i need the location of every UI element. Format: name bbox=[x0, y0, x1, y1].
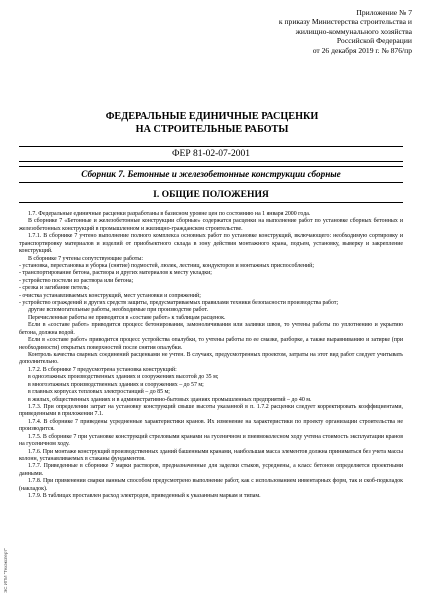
appendix-ministry-line: жилищно-коммунального хозяйства bbox=[295, 26, 412, 36]
paragraph: 1.7.1. В сборнике 7 учтено выполнение полного комплекса основных работ по установке конструкций, включающего: необходимую сортировку и транспортировку материалов и изделий от приобъектного склада в зону действия монтажного крана, подъем, установку, выверку и закрепление конструкций. bbox=[19, 233, 403, 255]
paragraph: 1.7.3. При определении затрат на установку конструкций свыше высоты указанной в п. 1.7.2 расценки следует корректировать коэффициентами, приведенными в приложении 7.1. bbox=[19, 403, 403, 418]
paragraph: Перечисленные работы не приводятся в «составе работ» к таблицам расценок. bbox=[28, 314, 226, 321]
paragraph: 1.7.7. Приведенные в сборнике 7 марки растворов, предназначенные для заделки стыков, усреднены, а класс бетонов определяется проектными данными. bbox=[19, 463, 403, 477]
appendix-order-line: к приказу Министерства строительства и bbox=[278, 17, 412, 27]
list-item: - транспортирование бетона, раствора и других материалов к месту укладки; bbox=[19, 270, 212, 277]
list-item: - очистка устанавливаемых конструкций, мест установки и сопряжений; bbox=[19, 292, 201, 299]
paragraph: Если в «составе работ» приводится процесс бетонирования, замоноличивания или заливки швов, то учтены работы по уплотнению и укрытию бетона, должна водой. bbox=[19, 322, 403, 336]
paragraph: 1.7.8. При применении сварки ванным способом предусмотрено выполнение работ, как с использованием инвентарных форм, так и скоб-подкладок (накладок). bbox=[19, 478, 403, 492]
paragraph: 1.7.2. В сборнике 7 предусмотрена установка конструкций: bbox=[28, 366, 177, 373]
paragraph: Если в «составе работ» приводится процесс устройства опалубки, то учтены работы по ее смазке, разборке, а также выравниванию и затирке (при необходимости) открытых поверхностей после снятия опалубки. bbox=[19, 337, 403, 351]
paragraph: 1.7.5. В сборнике 7 при установке конструкций стреловыми кранами на гусеничном и пневмоколесном ходу учтена стоимость эксплуатации кранов на гусеничном ходу. bbox=[19, 433, 403, 448]
list-item: в главных корпусах тепловых электростанций – до 85 м; bbox=[28, 389, 170, 396]
list-item: - устройство постели из раствора или бетона; bbox=[19, 277, 134, 284]
paragraph: 1.7.9. В таблицах проставлен расход электродов, приведенный к указанным маркам и типам. bbox=[28, 493, 261, 500]
list-item: в жилых, общественных зданиях и в административно-бытовых зданиях промышленных предприятий – до 40 м. bbox=[28, 396, 312, 403]
appendix-number: Приложение № 7 bbox=[356, 8, 412, 17]
paragraph: Контроль качества сварных соединений расценками не учтен. В случаях, предусмотренных проектом, затраты на этот вид работ следует учитывать дополнительно. bbox=[19, 352, 403, 366]
collection-title: Сборник 7. Бетонные и железобетонные конструкции сборные bbox=[19, 166, 403, 183]
paragraph: 1.7.6. При монтаже конструкций производственных зданий башенными кранами, наибольшая масса элементов должна приниматься без учета массы колонн, устанавливаемых в стаканы фундаментов. bbox=[19, 448, 403, 462]
paragraph: В сборнике 7 учтены сопутствующие работы: bbox=[28, 255, 143, 262]
list-item: в одноэтажных производственных зданиях и сооружениях высотой до 35 м; bbox=[28, 374, 219, 381]
list-item: в многоэтажных производственных зданиях и сооружениях – до 57 м; bbox=[28, 381, 204, 388]
document-title bbox=[0, 111, 424, 136]
list-item: - устройство ограждений и других средств защиты, предусматриваемых правилами техники безопасности производства работ; bbox=[19, 300, 339, 307]
paragraph: 1.7. Федеральные единичные расценки разработаны в базисном уровне цен по состоянию на 1 января 2000 года. bbox=[28, 211, 311, 217]
appendix-country-line: Российской Федерации bbox=[336, 36, 412, 46]
appendix-date-line: от 26 декабря 2019 г. № 876/пр bbox=[312, 45, 412, 55]
document-code: ФЕР 81-02-07-2001 bbox=[19, 146, 403, 162]
watermark-side-text: ЭС ИПИ "Техэксперт" bbox=[3, 547, 8, 593]
document-body bbox=[19, 211, 403, 500]
paragraph: 1.7.4. В сборнике 7 приведены усредненные характеристики кранов. Их изменение на характеристики по проекту организации строительства не производится. bbox=[19, 418, 403, 433]
list-item: - срезка и загибание петель; bbox=[19, 285, 90, 292]
section-heading: I. ОБЩИЕ ПОЛОЖЕНИЯ bbox=[19, 187, 403, 203]
document-title-line-1: ФЕДЕРАЛЬНЫЕ ЕДИНИЧНЫЕ РАСЦЕНКИ bbox=[105, 111, 319, 122]
list-item: - установка, перестановка и уборка (снятие) подмостей, люлек, лестниц, кондукторов и монтажных приспособлений; bbox=[19, 262, 314, 269]
appendix-header bbox=[226, 8, 412, 55]
document-title-line-2: НА СТРОИТЕЛЬНЫЕ РАБОТЫ bbox=[135, 123, 289, 135]
paragraph: другие вспомогательные работы, необходимые при производстве работ. bbox=[28, 307, 208, 314]
paragraph: В сборнике 7 «Бетонные и железобетонные конструкции сборные» содержатся расценки на выполнение работ по установке сборных бетонных и железобетонных конструкций в промышленном и жилищно-гражданском строительстве. bbox=[19, 218, 403, 232]
